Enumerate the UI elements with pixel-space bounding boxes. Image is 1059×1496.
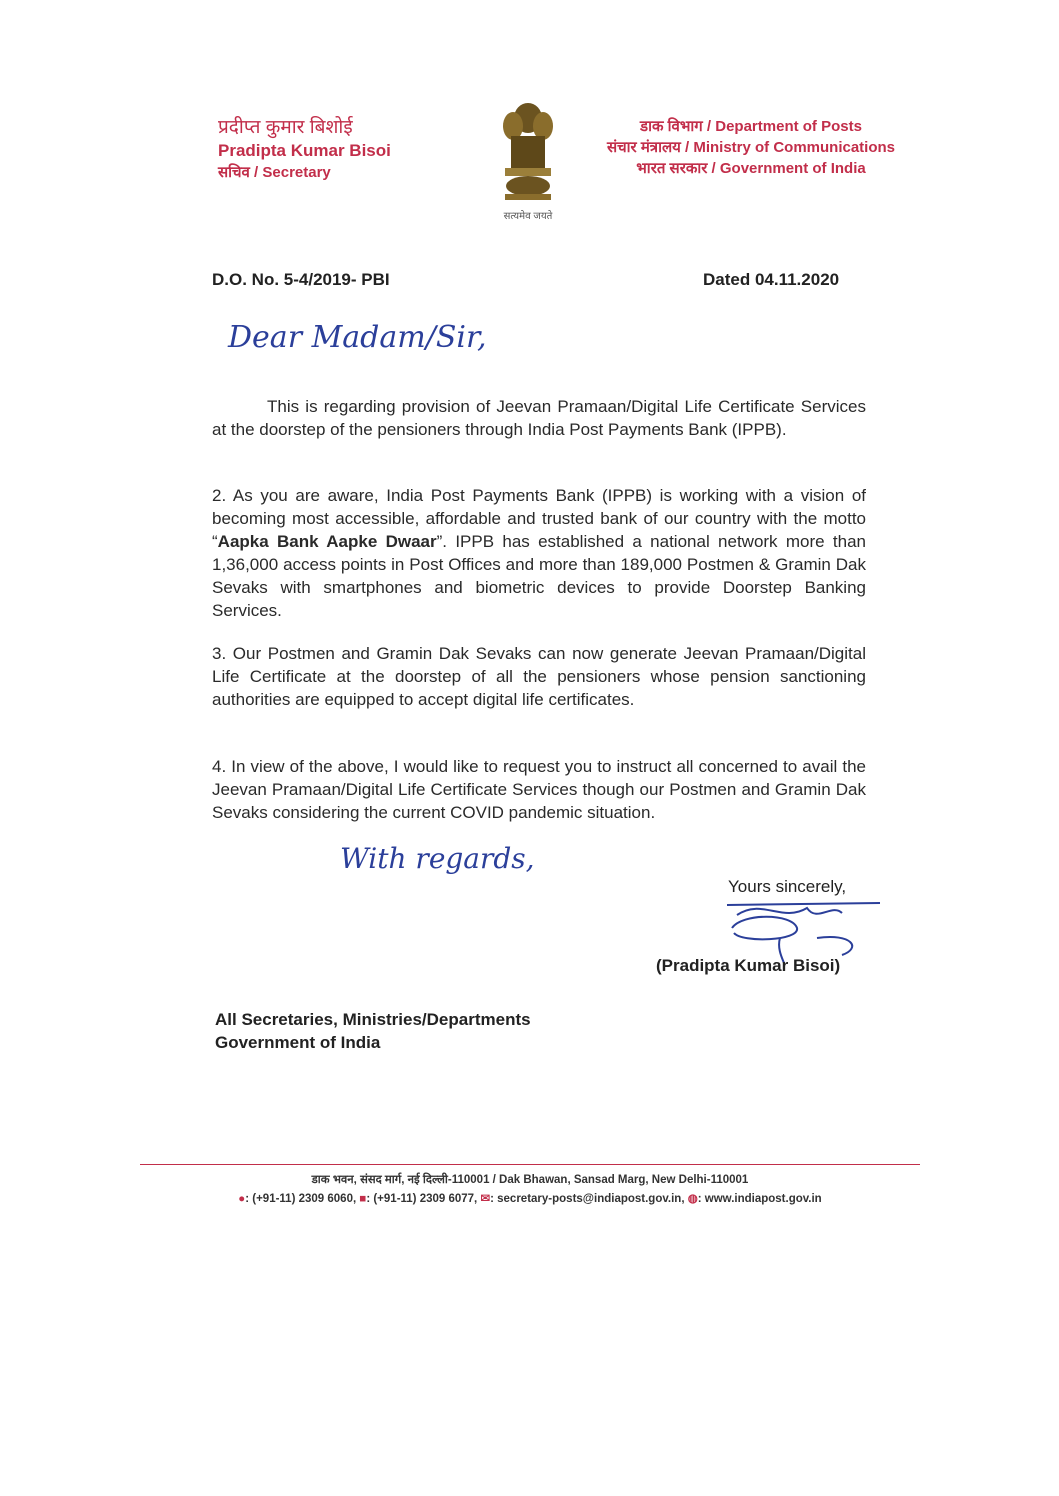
paragraph-2 bbox=[212, 484, 866, 622]
ministry: संचार मंत्रालय / Ministry of Communications bbox=[606, 139, 896, 156]
footer-contacts bbox=[140, 1191, 920, 1205]
footer-address: डाक भवन, संसद मार्ग, नई दिल्ली-110001 / Dak Bhawan, Sansad Marg, New Delhi-110001 bbox=[311, 1174, 749, 1186]
lion-capital-icon bbox=[493, 98, 563, 203]
department-block bbox=[590, 116, 912, 179]
paragraph-3-text: 3. Our Postmen and Gramin Dak Sevaks can now generate Jeevan Pramaan/Digital Life Certificate at the doorstep of all the pensioners whose pension sanctioning authorities are equipped to accept digital life certificates. bbox=[212, 644, 866, 709]
paragraph-4-text: 4. In view of the above, I would like to request you to instruct all concerned to avail the Jeevan Pramaan/Digital Life Certificate Services though our Postmen and Gramin Dak Sevaks considering the current COVID pandemic situation. bbox=[212, 757, 866, 822]
fax-icon: ■ bbox=[359, 1193, 367, 1205]
letter-date: Dated 04.11.2020 bbox=[703, 270, 840, 289]
web-icon: ◍ bbox=[687, 1193, 698, 1205]
signature bbox=[722, 893, 884, 963]
national-emblem bbox=[488, 98, 568, 222]
paragraph-3 bbox=[212, 642, 866, 711]
paragraph-1 bbox=[212, 395, 866, 441]
government: भारत सरकार / Government of India bbox=[636, 160, 866, 177]
sender-name-english: Pradipta Kumar Bisoi bbox=[218, 141, 391, 160]
handwritten-regards: With regards, bbox=[340, 842, 535, 875]
motto: Aapka Bank Aapke Dwaar bbox=[217, 532, 437, 551]
signatory-name: (Pradipta Kumar Bisoi) bbox=[656, 956, 841, 975]
yours-sincerely: Yours sincerely, bbox=[728, 877, 847, 896]
footer-web[interactable]: : www.indiapost.gov.in bbox=[697, 1193, 822, 1205]
emblem-motto: सत्यमेव जयते bbox=[503, 211, 553, 222]
paragraph-2-text: 2. As you are aware, India Post Payments Bank (IPPB) is working with a vision of becoming most accessible, affordable and trusted bank of our country with the motto “ bbox=[212, 486, 866, 551]
footer-phone: : (+91-11) 2309 6060, bbox=[245, 1193, 357, 1205]
addressee-line-1: All Secretaries, Ministries/Departments bbox=[215, 1010, 531, 1029]
salutation: Dear Madam/Sir, bbox=[228, 320, 487, 355]
sender-name-hindi: प्रदीप्त कुमार बिशोई bbox=[218, 117, 353, 138]
footer-divider bbox=[140, 1164, 920, 1165]
addressee-line-2: Government of India bbox=[215, 1033, 381, 1052]
footer-email[interactable]: : secretary-posts@indiapost.gov.in, bbox=[490, 1193, 685, 1205]
paragraph-1-text: This is regarding provision of Jeevan Pramaan/Digital Life Certificate Services at the doorstep of the pensioners through India Post Payments Bank (IPPB). bbox=[212, 397, 866, 439]
sender-designation: सचिव / Secretary bbox=[218, 164, 331, 181]
email-icon: ✉ bbox=[480, 1193, 491, 1205]
paragraph-4 bbox=[212, 755, 866, 824]
department: डाक विभाग / Department of Posts bbox=[640, 118, 862, 135]
sender-block bbox=[218, 116, 391, 183]
footer-fax: : (+91-11) 2309 6077, bbox=[366, 1193, 478, 1205]
phone-icon: ● bbox=[238, 1193, 246, 1205]
addressee bbox=[215, 1008, 531, 1054]
paragraph-2-text-cont: ”. IPPB has established a national network more than 1,36,000 access points in Post Offices and more than 189,000 Postmen & Gramin Dak Sevaks with smartphones and biometric devices to provide Doorstep Banking Services. bbox=[212, 532, 866, 620]
do-number: D.O. No. 5-4/2019- PBI bbox=[212, 270, 390, 289]
